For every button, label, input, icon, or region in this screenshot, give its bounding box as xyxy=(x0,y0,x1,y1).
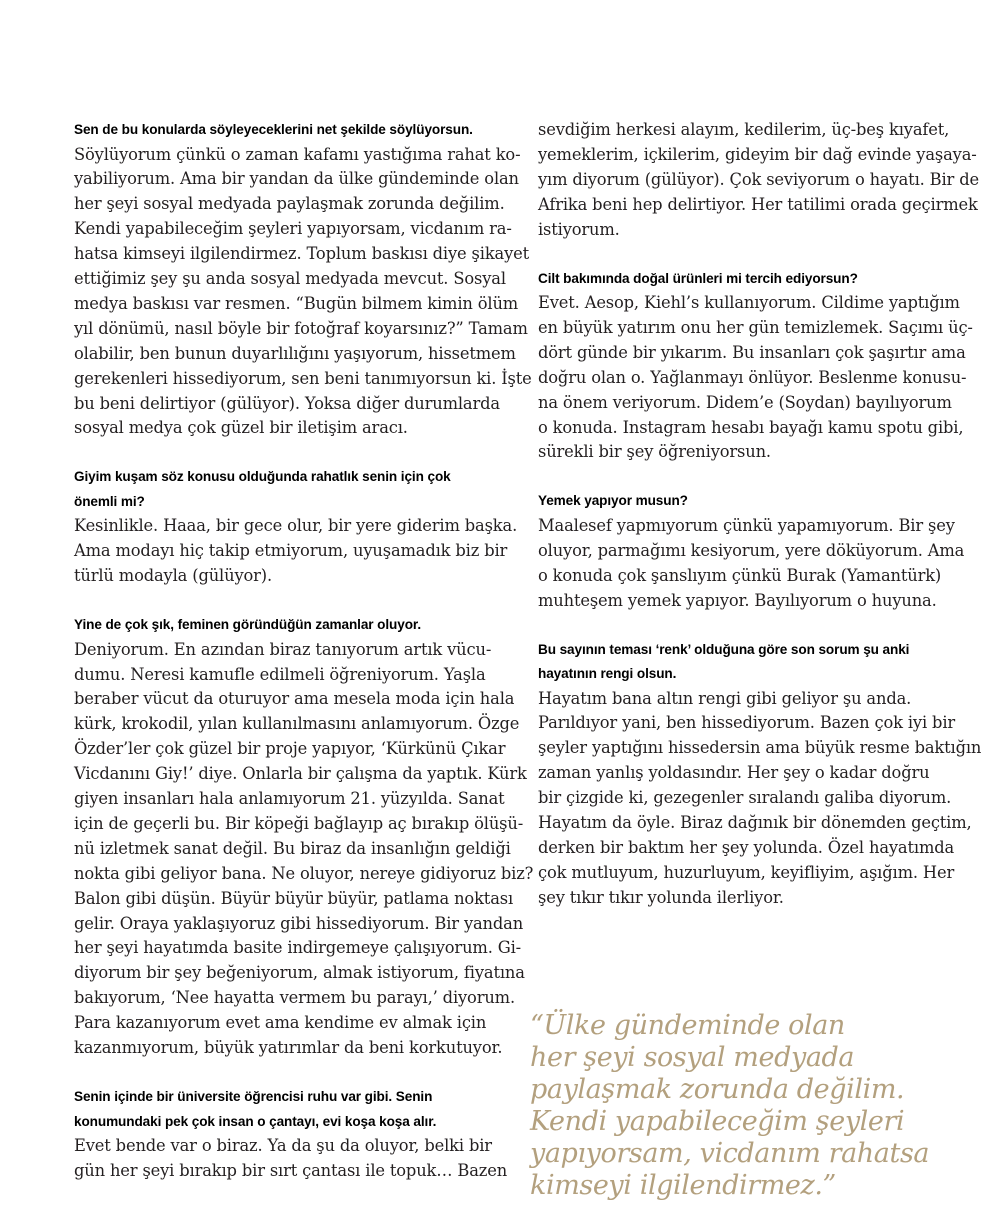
pull-quote-line: kimseyi ilgilendirmez.” xyxy=(530,1170,836,1201)
question-line: konumundaki pek çok insan o çantayı, evi koşa koşa alır. xyxy=(74,1113,437,1129)
pull-quote-line: “Ülke gündeminde olan xyxy=(530,1010,845,1041)
question-line: Yine de çok şık, feminen göründüğün zamanlar oluyor. xyxy=(74,617,422,633)
answer-line: Afrika beni hep delirtiyor. Her tatilimi orada geçirmek xyxy=(538,194,978,214)
answer-line: hatsa kimseyi ilgilendirmez. Toplum baskısı diye şikayet xyxy=(74,244,530,264)
answer-line: yım diyorum (gülüyor). Çok seviyorum o hayatı. Bir de xyxy=(538,169,979,189)
qa-section xyxy=(538,638,982,911)
pull-quote-line: paylaşmak zorunda değilim. xyxy=(530,1074,905,1105)
section-spacer xyxy=(74,441,506,465)
question-line: Yemek yapıyor musun? xyxy=(538,493,688,509)
answer-line: şey tıkır tıkır yolunda ilerliyor. xyxy=(538,887,784,907)
answer-line: her şeyi sosyal medyada paylaşmak zorunda değilim. xyxy=(74,194,505,214)
pull-quote-line: yapıyorsam, vicdanım rahatsa xyxy=(530,1138,930,1169)
question-line: Senin içinde bir üniversite öğrencisi ruhu var gibi. Senin xyxy=(74,1089,433,1104)
qa-section xyxy=(538,267,973,466)
answer-line: Özder’ler çok güzel bir proje yapıyor, ‘Kürkünü Çıkar xyxy=(74,739,506,759)
answer-line: yıl dönümü, nasıl böyle bir fotoğraf koyarsınız?” Tamam xyxy=(74,318,528,338)
answer-line: Evet bende var o biraz. Ya da şu da oluyor, belki bir xyxy=(74,1136,492,1155)
question-line: Giyim kuşam söz konusu olduğunda rahatlık senin için çok xyxy=(74,469,451,485)
right-column xyxy=(538,118,982,911)
question-line: Bu sayının teması ‘renk’ olduğuna göre son sorum şu anki xyxy=(538,641,910,657)
section-spacer xyxy=(538,243,970,267)
question-line: Cilt bakımında doğal ürünleri mi tercih ediyorsun? xyxy=(538,270,858,286)
answer-line: Maalesef yapmıyorum çünkü yapamıyorum. Bir şey xyxy=(538,515,955,535)
section-spacer xyxy=(538,465,970,489)
section-spacer xyxy=(74,1061,506,1085)
question-line: hayatının rengi olsun. xyxy=(538,666,677,681)
answer-line: diyorum bir şey beğeniyorum, almak istiyorum, fiyatına xyxy=(74,963,525,983)
answer-line: dumu. Neresi kamufle edilmeli öğreniyorum. Yaşla xyxy=(74,664,486,684)
answer-line: nü izletmek sanat değil. Bu biraz da insanlığın geldiği xyxy=(74,838,511,858)
answer-line: gelir. Oraya yaklaşıyoruz gibi hissediyorum. Bir yandan xyxy=(74,913,524,933)
answer-line: Söylüyorum çünkü o zaman kafamı yastığıma rahat ko- xyxy=(74,144,521,164)
pull-quote xyxy=(530,1010,970,1202)
answer-line: yabiliyorum. Ama bir yandan da ülke gündeminde olan xyxy=(74,169,519,189)
answer-line: sosyal medya çok güzel bir iletişim aracı. xyxy=(74,418,408,438)
answer-line: giyen insanları hala anlamıyorum 21. yüzyılda. Sanat xyxy=(74,789,505,809)
answer-line: kürk, krokodil, yılan kullanılmasını anlamıyorum. Özge xyxy=(74,714,520,734)
pull-quote-line: Kendi yapabileceğim şeyleri xyxy=(530,1106,905,1137)
answer-line: Hayatım bana altın rengi gibi geliyor şu anda. xyxy=(538,688,912,708)
answer-line: medya baskısı var resmen. “Bugün bilmem kimin ölüm xyxy=(74,293,519,313)
answer-line: o konuda çok şanslıyım çünkü Burak (Yamantürk) xyxy=(538,565,942,585)
qa-section xyxy=(74,1085,506,1184)
answer-line: ettiğimiz şey şu anda sosyal medyada mevcut. Sosyal xyxy=(74,269,506,289)
answer-line: dört günde bir yıkarım. Bu insanları çok şaşırtır ama xyxy=(538,342,966,362)
answer-line: bir çizgide ki, gezegenler sıralandı galiba diyorum. xyxy=(538,788,952,808)
answer-line: en büyük yatırım onu her gün temizlemek. Saçımı üç- xyxy=(538,317,973,337)
qa-section xyxy=(74,118,532,441)
answer-line: bakıyorum, ‘Nee hayatta vermem bu parayı,’ diyorum. xyxy=(74,988,515,1008)
answer-line: sürekli bir şey öğreniyorsun. xyxy=(538,442,771,462)
answer-line: beraber vücut da oturuyor ama mesela moda için hala xyxy=(74,689,515,709)
section-spacer xyxy=(538,614,970,638)
section-spacer xyxy=(74,589,506,613)
answer-line: Vicdanını Giy!’ diye. Onlarla bir çalışma da yaptık. Kürk xyxy=(74,764,527,784)
pull-quote-line: her şeyi sosyal medyada xyxy=(530,1042,855,1073)
answer-line: kazanmıyorum, büyük yatırımlar da beni korkutuyor. xyxy=(74,1038,503,1058)
answer-line: na önem veriyorum. Didem’e (Soydan) bayılıyorum xyxy=(538,392,952,412)
answer-line: Hayatım da öyle. Biraz dağınık bir dönemden geçtim, xyxy=(538,813,972,833)
answer-line: her şeyi hayatımda basite indirgemeye çalışıyorum. Gi- xyxy=(74,938,522,958)
answer-line: Ama modayı hiç takip etmiyorum, uyuşamadık biz bir xyxy=(74,541,508,561)
answer-line: şeyler yaptığını hissedersin ama büyük resme baktığın xyxy=(538,738,982,758)
answer-line: oluyor, parmağımı kesiyorum, yere döküyorum. Ama xyxy=(538,540,965,560)
answer-line: istiyorum. xyxy=(538,219,620,239)
qa-section xyxy=(538,489,970,613)
answer-line: Deniyorum. En azından biraz tanıyorum artık vücu- xyxy=(74,639,492,659)
question-line: önemli mi? xyxy=(74,493,145,509)
answer-line: çok mutluyum, huzurluyum, keyifliyim, aşığım. Her xyxy=(538,862,955,882)
answer-line: gerekenleri hissediyorum, sen beni tanımıyorsun ki. İşte xyxy=(74,368,532,388)
answer-line: olabilir, ben bunun duyarlılığını yaşıyorum, hissetmem xyxy=(74,343,516,363)
lead-in-paragraph xyxy=(538,118,979,243)
answer-line: Para kazanıyorum evet ama kendime ev almak için xyxy=(74,1013,487,1033)
answer-line: sevdiğim herkesi alayım, kedilerim, üç-beş kıyafet, xyxy=(538,120,950,139)
left-column xyxy=(74,118,534,1184)
answer-line: Evet. Aesop, Kiehl’s kullanıyorum. Cildime yaptığım xyxy=(538,293,960,313)
answer-line: yemeklerim, içkilerim, gideyim bir dağ evinde yaşaya- xyxy=(538,144,977,164)
answer-line: doğru olan o. Yağlanmayı önlüyor. Beslenme konusu- xyxy=(538,367,967,387)
answer-line: bu beni delirtiyor (gülüyor). Yoksa diğer durumlarda xyxy=(74,393,500,413)
answer-line: türlü modayla (gülüyor). xyxy=(74,566,272,586)
answer-line: Kesinlikle. Haaa, bir gece olur, bir yere giderim başka. xyxy=(74,516,518,536)
question-line: Sen de bu konularda söyleyeceklerini net şekilde söylüyorsun. xyxy=(74,122,473,137)
answer-line: derken bir baktım her şey yolunda. Özel hayatımda xyxy=(538,837,955,857)
qa-section xyxy=(74,613,534,1061)
answer-line: için de geçerli bu. Bir köpeği bağlayıp aç bırakıp ölüşü- xyxy=(74,813,524,833)
answer-line: muhteşem yemek yapıyor. Bayılıyorum o huyuna. xyxy=(538,590,937,610)
answer-line: zaman yanlış yoldasındır. Her şey o kadar doğru xyxy=(538,763,930,783)
answer-line: Balon gibi düşün. Büyür büyür büyür, patlama noktası xyxy=(74,888,514,908)
answer-line: Kendi yapabileceğim şeyleri yapıyorsam, vicdanım ra- xyxy=(74,219,512,239)
answer-line: o konuda. Instagram hesabı bayağı kamu spotu gibi, xyxy=(538,417,964,437)
qa-section xyxy=(74,465,518,589)
answer-line: nokta gibi geliyor bana. Ne oluyor, nereye gidiyoruz biz? xyxy=(74,863,534,883)
answer-line: Parıldıyor yani, ben hissediyorum. Bazen çok iyi bir xyxy=(538,713,956,733)
answer-line: gün her şeyi bırakıp bir sırt çantası ile topuk… Bazen xyxy=(74,1160,508,1180)
